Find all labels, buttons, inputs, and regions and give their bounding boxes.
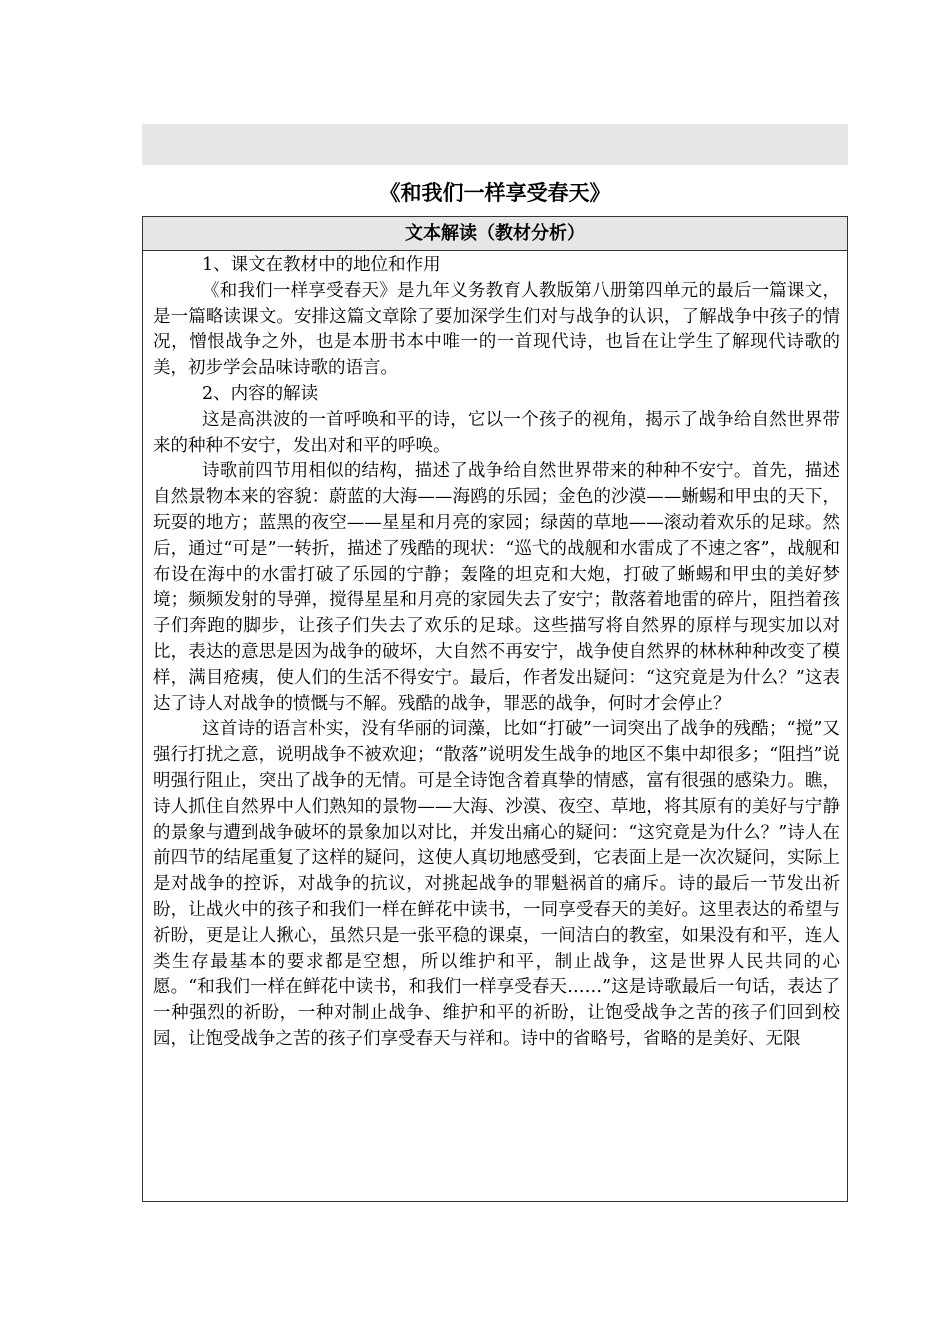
paragraph: 这首诗的语言朴实，没有华丽的词藻，比如“打破”一词突出了战争的残酷；“搅”又强行打扰之意，说明战争不被欢迎；“散落”说明发生战争的地区不集中却很多；“阻挡”说明强行阻止，突出了战争的无情。可是全诗饱含着真挚的情感，富有很强的感染力。瞧，诗人抓住自然界中人们熟知的景物——大海、沙漠、夜空、草地，将其原有的美好与宁静的景象与遭到战争破坏的景象加以对比，并发出痛心的疑问：“这究竟是为什么？”诗人在前四节的结尾重复了这样的疑问，这使人真切地感受到，它表面上是一次次疑问，实际上是对战争的控诉，对战争的抗议，对挑起战争的罪魁祸首的痛斥。诗的最后一节发出祈盼，让战火中的孩子和我们一样在鲜花中读书，一同享受春天的美好。这里表达的希望与祈盼，更是让人揪心，虽然只是一张平稳的课桌，一间洁白的教室，如果没有和平，连人类生存最基本的要求都是空想，所以维护和平，制止战争，这是世界人民共同的心愿。“和我们一样在鲜花中读书，和我们一样享受春天……”这是诗歌最后一句话，表达了一种强烈的祈盼，一种对制止战争、维护和平的祈盼，让饱受战争之苦的孩子们回到校园，让饱受战争之苦的孩子们享受春天与祥和。诗中的省略号，省略的是美好、无限 — [153, 719, 840, 1049]
paragraph-heading: 2、内容的解读 — [202, 383, 319, 404]
paragraph: 《和我们一样享受春天》是九年义务教育人教版第八册第四单元的最后一篇课文，是一篇略读课文。安排这篇文章除了要加深学生们对与战争的认识，了解战争中孩子的情况，憎恨战争之外，也是本册书本中唯一的一首现代诗，也旨在让学生了解现代诗歌的美，初步学会品味诗歌的语言。 — [153, 280, 840, 379]
section-header: 文本解读（教材分析） — [143, 217, 847, 251]
analysis-table — [142, 216, 848, 1202]
paragraph: 这是高洪波的一首呼唤和平的诗，它以一个孩子的视角，揭示了战争给自然世界带来的种种不安宁，发出对和平的呼唤。 — [153, 409, 840, 456]
document-title: 《和我们一样享受春天》 — [379, 181, 611, 205]
section-body — [143, 251, 847, 1053]
paragraph: 诗歌前四节用相似的结构，描述了战争给自然世界带来的种种不安宁。首先，描述自然景物本来的容貌：蔚蓝的大海——海鸥的乐园；金色的沙漠——蜥蜴和甲虫的天下，玩耍的地方；蓝黑的夜空——星星和月亮的家园；绿茵的草地——滚动着欢乐的足球。然后，通过“可是”一转折，描述了残酷的现状：“巡弋的战舰和水雷成了不速之客”，战舰和布设在海中的水雷打破了乐园的宁静；轰隆的坦克和大炮，打破了蜥蜴和甲虫的美好梦境；频频发射的导弹，搅得星星和月亮的家园失去了安宁；散落着地雷的碎片，阻挡着孩子们奔跑的脚步，让孩子们失去了欢乐的足球。这些描写将自然界的原样与现实加以对比，表达的意思是因为战争的破坏，大自然不再安宁，战争使自然界的林林种种改变了模样，满目疮痍，使人们的生活不得安宁。最后，作者发出疑问：“这究竟是为什么？”这表达了诗人对战争的愤慨与不解。残酷的战争，罪恶的战争，何时才会停止？ — [153, 461, 840, 714]
paragraph-heading: 1、课文在教材中的地位和作用 — [202, 255, 441, 275]
header-shaded-bar — [142, 124, 848, 165]
